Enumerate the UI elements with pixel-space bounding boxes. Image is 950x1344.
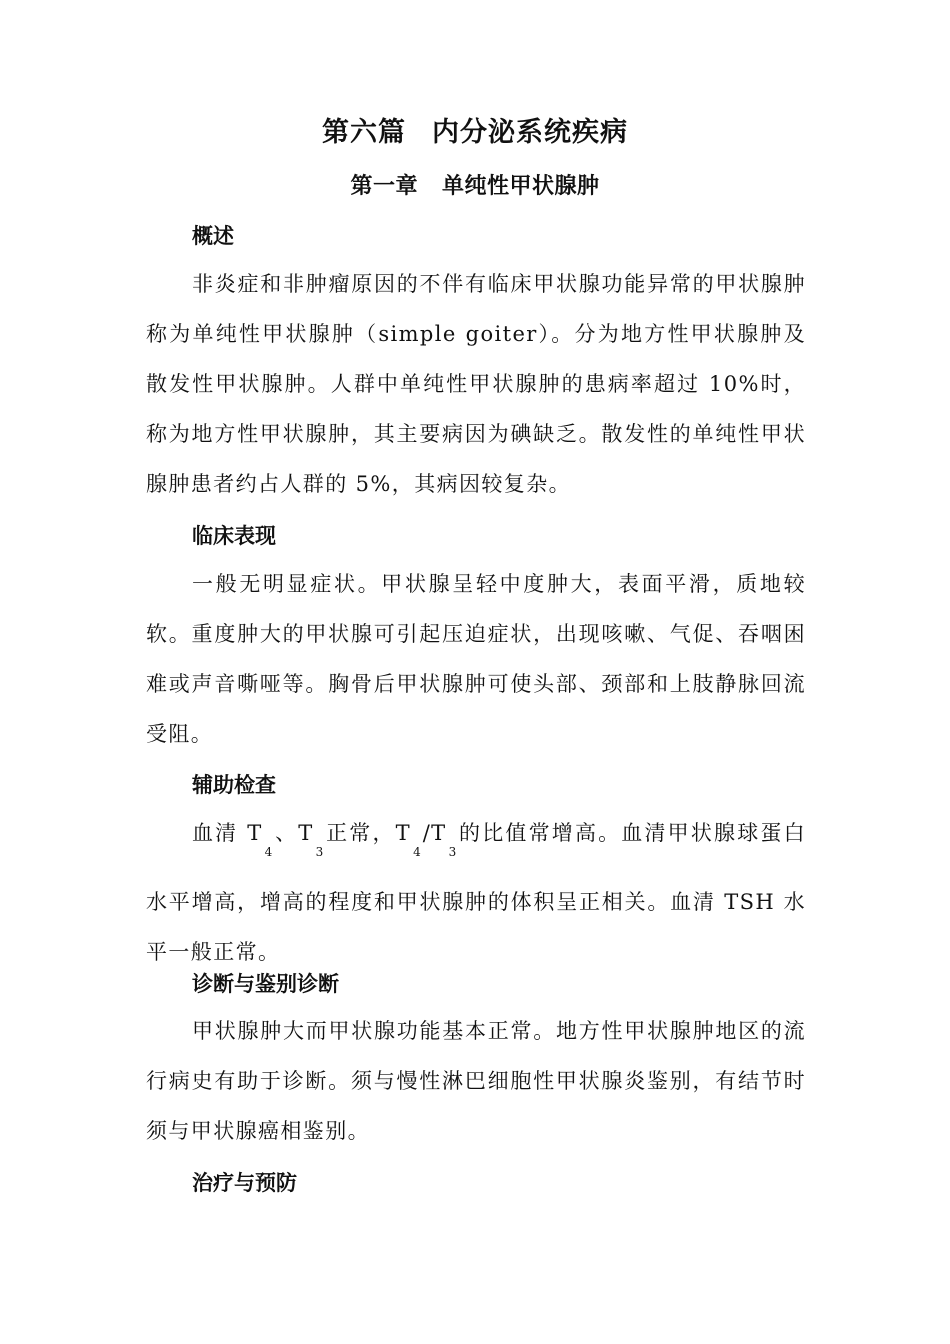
paragraph-diagnosis: 甲状腺肿大而甲状腺功能基本正常。地方性甲状腺肿地区的流行病史有助于诊断。须与慢性淋巴细胞性甲状腺炎鉴别，有结节时须与甲状腺癌相鉴别。 bbox=[146, 1019, 806, 1143]
section-heading-clinical: 临床表现 bbox=[192, 524, 276, 548]
section-heading-treatment: 治疗与预防 bbox=[192, 1171, 297, 1195]
exam-text-part: 血清 T bbox=[192, 821, 263, 845]
chapter-number: 第一章 bbox=[350, 174, 418, 199]
paragraph-overview: 非炎症和非肿瘤原因的不伴有临床甲状腺功能异常的甲状腺肿称为单纯性甲状腺肿（simple goiter）。分为地方性甲状腺肿及散发性甲状腺肿。人群中单纯性甲状腺肿的患病率超过 10%时，称为地方性甲状腺肿，其主要病因为碘缺乏。散发性的单纯性甲状腺肿患者约占人群的 5%，其病因较复杂。 bbox=[146, 272, 806, 496]
section-heading-diagnosis: 诊断与鉴别诊断 bbox=[192, 972, 339, 996]
subscript: 3 bbox=[315, 845, 324, 859]
exam-text-part: 、T bbox=[274, 821, 314, 845]
paragraph-exam bbox=[146, 808, 806, 977]
exam-text-part: /T bbox=[422, 821, 447, 845]
paragraph-clinical: 一般无明显症状。甲状腺呈轻中度肿大，表面平滑，质地较软。重度肿大的甲状腺可引起压迫症状，出现咳嗽、气促、吞咽困难或声音嘶哑等。胸骨后甲状腺肿可使头部、颈部和上肢静脉回流受阻。 bbox=[146, 572, 806, 746]
subscript: 3 bbox=[448, 845, 457, 859]
part-title bbox=[0, 110, 950, 149]
part-name: 内分泌系统疾病 bbox=[432, 117, 628, 148]
chapter-title bbox=[0, 169, 950, 200]
exam-text-part: 的比值常增高。血清甲状腺球蛋白水平增高，增高的程度和甲状腺肿的体积呈正相关。血清 TSH 水平一般正常。 bbox=[146, 821, 807, 964]
part-number: 第六篇 bbox=[322, 117, 406, 148]
section-heading-overview: 概述 bbox=[192, 224, 234, 248]
chapter-name: 单纯性甲状腺肿 bbox=[442, 174, 600, 199]
subscript: 4 bbox=[413, 845, 421, 859]
subscript: 4 bbox=[264, 845, 273, 859]
exam-text-part: 正常，T bbox=[325, 821, 412, 845]
section-heading-exam: 辅助检查 bbox=[192, 773, 276, 797]
